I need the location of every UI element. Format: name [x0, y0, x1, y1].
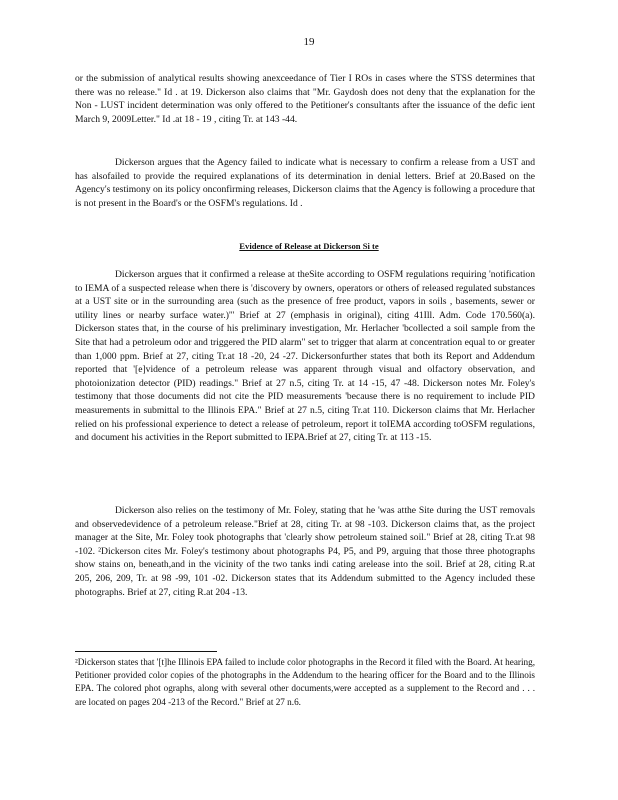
- footnote-rule: [75, 651, 217, 652]
- paragraph-4: Dickerson also relies on the testimony of Mr. Foley, stating that he 'was atthe Site during the UST removals and observedevidence of a petroleum release."Brief at 28, citing Tr. at 98 -103. Dickerson claims that, as the project manager at the Site, Mr. Foley took photographs that 'clearly show petroleum stained soil." Brief at 28, citing Tr.at 98 -102. ²Dickerson cites Mr. Foley's testimony about photographs P4, P5, and P9, arguing that those three photographs show stains on, beneath,and in the vicinity of the two tanks indi cating arelease into the soil. Brief at 28, citing R.at 205, 206, 209, Tr. at 98 -99, 101 -02. Dickerson states that its Addendum submitted to the Agency included these photographs. Brief at 27, citing R.at 204 -13.: [75, 505, 535, 598]
- paragraph-2: Dickerson argues that the Agency failed to indicate what is necessary to confirm a release from a UST and has alsofailed to provide the required explanations of its determination in denial letters. Brief at 20.Based on the Agency's testimony on its policy onconfirming releases, Dickerson claims that the Agency is following a procedure that is not present in the Board's or the OSFM's regulations. Id .: [75, 157, 535, 209]
- page-number: 19: [303, 36, 315, 48]
- paragraph-3: Dickerson argues that it confirmed a release at theSite according to OSFM regulations requiring 'notification to IEMA of a suspected release when there is 'discovery by owners, operators or others of released regulated substances at a UST site or in the surrounding area (such as the presence of free product, vapors in soils , basements, sewer or utility lines or nearby surface water.)'" Brief at 27 (emphasis in original), citing 41Ill. Adm. Code 170.560(a). Dickerson states that, in the course of his preliminary investigation, Mr. Herlacher 'bcollected a soil sample from the Site that had a petroleum odor and triggered the PID alarm" set to trigger that alarm at concentration equal to or greater than 1,000 ppm. Brief at 27, citing Tr.at 18 -20, 24 -27. Dickersonfurther states that both its Report and Addendum reported that '[e]vidence of a petroleum release was apparent through visual and olfactory observation, and photoionization detector (PID) readings." Brief at 27 n.5, citing Tr. at 14 -15, 47 -48. Dickerson notes Mr. Foley's testimony that those documents did not cite the PID measurements 'because there is no requirement to include PID measurements in submittal to the Illinois EPA." Brief at 27 n.5, citing Tr.at 110. Dickerson claims that Mr. Herlacher relied on his professional experience to detect a release of petroleum, report it toIEMA according toOSFM regulations, and document his activities in the Report submitted to IEPA.Brief at 27, citing Tr. at 113 -15.: [75, 269, 535, 444]
- section-heading: Evidence of Release at Dickerson Si te: [239, 241, 379, 251]
- footnote: ²Dickerson states that '[t]he Illinois EPA failed to include color photographs in the Record it filed with the Board. At hearing, Petitioner provided color copies of the photographs in the Addendum to the hearing officer for the Board and to the Illinois EPA. The colored phot ographs, along with several other documents,were accepted as a supplement to the Record and . . . are located on pages 204 -213 of the Record." Brief at 27 n.6.: [75, 657, 535, 707]
- paragraph-1: or the submission of analytical results showing anexceedance of Tier I ROs in cases where the STSS determines that there was no release." Id . at 19. Dickerson also claims that "Mr. Gaydosh does not deny that the explanation for the Non - LUST incident determination was only offered to the Petitioner's consultants after the issuance of the defic ient March 9, 2009Letter." Id .at 18 - 19 , citing Tr. at 143 -44.: [75, 73, 535, 125]
